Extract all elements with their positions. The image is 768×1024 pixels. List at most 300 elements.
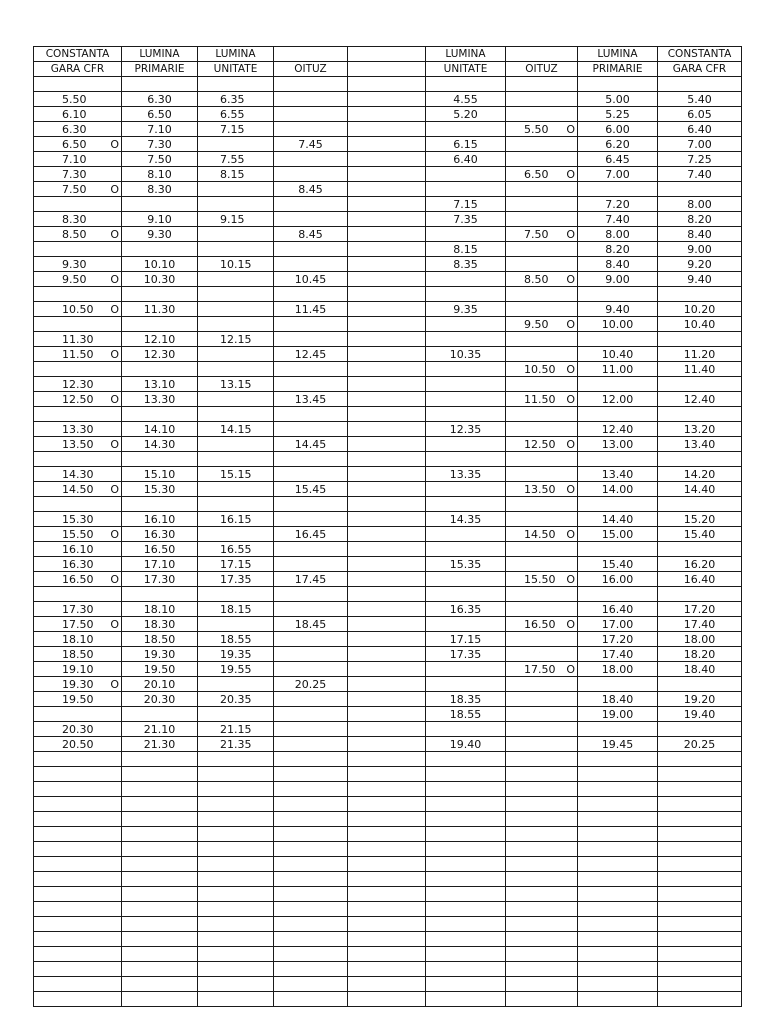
time-cell: 15.30 [34,512,122,527]
time-cell [426,437,506,452]
time-cell [198,782,274,797]
time-cell [506,557,578,572]
time-value: 7.50 [62,182,87,196]
time-cell [34,482,122,497]
time-cell: 7.40 [578,212,658,227]
time-cell [274,362,348,377]
time-cell [426,617,506,632]
header-col-2: LUMINA [198,47,274,62]
time-cell: 15.20 [658,512,742,527]
time-cell [658,782,742,797]
time-cell: 19.40 [658,707,742,722]
time-cell: 6.30 [122,92,198,107]
time-cell [506,122,578,137]
time-cell [506,257,578,272]
time-cell [34,767,122,782]
time-cell [198,977,274,992]
time-cell: 18.50 [122,632,198,647]
table-row [34,392,742,407]
time-value: 13.50 [524,482,556,496]
time-cell [34,707,122,722]
table-row [34,752,742,767]
header-col-1: LUMINA [122,47,198,62]
time-value: 11.50 [62,347,94,361]
time-cell [348,752,426,767]
time-cell [274,512,348,527]
circle-marker: O [566,527,575,541]
time-cell [348,122,426,137]
header-col-0: CONSTANTA [34,47,122,62]
time-cell: 13.30 [122,392,198,407]
time-cell [34,587,122,602]
time-cell [122,287,198,302]
time-cell [348,722,426,737]
time-cell [34,782,122,797]
time-cell [34,887,122,902]
time-cell [274,962,348,977]
table-row [34,212,742,227]
time-cell [426,587,506,602]
time-cell [426,497,506,512]
circle-marker: O [566,482,575,496]
time-cell [578,827,658,842]
time-cell [274,647,348,662]
time-cell: 14.15 [198,422,274,437]
time-cell [274,707,348,722]
time-cell [198,587,274,602]
time-cell [34,962,122,977]
time-cell [506,872,578,887]
time-cell: 11.45 [274,302,348,317]
time-cell: 18.55 [426,707,506,722]
time-cell: 13.35 [426,467,506,482]
time-cell: 6.55 [198,107,274,122]
time-cell: 12.30 [122,347,198,362]
time-cell [506,602,578,617]
time-cell [426,542,506,557]
time-cell [578,797,658,812]
time-cell [348,497,426,512]
time-cell [426,947,506,962]
table-row [34,662,742,677]
circle-marker: O [110,527,119,541]
time-cell: 6.40 [426,152,506,167]
table-row [34,737,742,752]
circle-marker: O [110,392,119,406]
time-cell [122,962,198,977]
time-cell: 20.30 [34,722,122,737]
time-cell [348,827,426,842]
time-cell [198,497,274,512]
time-cell: 14.40 [578,512,658,527]
time-cell [426,902,506,917]
time-cell [658,407,742,422]
time-cell: 19.00 [578,707,658,722]
time-cell [506,587,578,602]
time-cell [34,407,122,422]
time-cell [122,947,198,962]
time-cell [578,842,658,857]
time-cell: 8.15 [426,242,506,257]
time-cell [348,287,426,302]
time-cell [506,857,578,872]
time-cell: 16.15 [198,512,274,527]
time-cell: 16.10 [122,512,198,527]
circle-marker: O [110,272,119,286]
time-cell [426,962,506,977]
time-cell [198,842,274,857]
time-cell: 20.50 [34,737,122,752]
time-cell [578,182,658,197]
time-value: 19.30 [62,677,94,691]
table-row [34,497,742,512]
time-cell [274,452,348,467]
time-cell [34,302,122,317]
time-cell [578,962,658,977]
circle-marker: O [566,272,575,286]
time-cell [34,812,122,827]
time-cell [198,917,274,932]
table-row [34,77,742,92]
time-cell [658,932,742,947]
table-row [34,812,742,827]
time-cell [578,752,658,767]
time-cell: 8.00 [658,197,742,212]
time-cell: 7.10 [34,152,122,167]
time-cell [34,77,122,92]
time-cell [198,407,274,422]
time-cell [348,812,426,827]
time-cell [274,782,348,797]
time-cell [198,812,274,827]
time-cell: 8.00 [578,227,658,242]
time-cell: 9.40 [658,272,742,287]
table-row [34,572,742,587]
time-cell: 14.20 [658,467,742,482]
time-cell [506,752,578,767]
time-value: 17.50 [62,617,94,631]
circle-marker: O [566,662,575,676]
time-cell [274,842,348,857]
time-cell [34,362,122,377]
time-cell: 6.30 [34,122,122,137]
time-cell [426,122,506,137]
time-cell [578,677,658,692]
time-cell [578,812,658,827]
time-cell [658,797,742,812]
time-cell [274,542,348,557]
time-cell: 16.45 [274,527,348,542]
time-cell [506,317,578,332]
time-cell [274,122,348,137]
time-cell [348,512,426,527]
circle-marker: O [566,227,575,241]
time-value: 16.50 [62,572,94,586]
table-row [34,92,742,107]
time-cell [348,947,426,962]
time-cell [34,182,122,197]
time-cell [348,152,426,167]
time-cell [198,77,274,92]
time-cell: 16.30 [34,557,122,572]
time-cell [506,482,578,497]
time-cell [348,857,426,872]
time-cell [274,197,348,212]
time-cell [274,767,348,782]
time-cell [658,677,742,692]
time-cell [658,287,742,302]
time-cell [348,482,426,497]
time-cell [506,182,578,197]
time-cell [426,527,506,542]
time-cell: 6.00 [578,122,658,137]
time-cell [348,887,426,902]
time-cell [506,467,578,482]
time-cell [348,197,426,212]
circle-marker: O [566,572,575,586]
time-cell [348,932,426,947]
time-cell [426,722,506,737]
time-cell [34,917,122,932]
header-col-8: GARA CFR [658,62,742,77]
time-cell [658,917,742,932]
time-cell [506,377,578,392]
time-cell [274,662,348,677]
header-col-2: UNITATE [198,62,274,77]
time-cell: 18.00 [578,662,658,677]
time-cell: 11.30 [34,332,122,347]
time-cell: 14.35 [426,512,506,527]
table-row [34,842,742,857]
time-cell [34,752,122,767]
time-cell [658,857,742,872]
time-cell [198,182,274,197]
time-cell: 6.15 [426,137,506,152]
time-cell: 21.35 [198,737,274,752]
time-cell [198,962,274,977]
time-cell: 16.00 [578,572,658,587]
time-cell: 12.15 [198,332,274,347]
time-cell [348,677,426,692]
time-cell [274,737,348,752]
time-cell [506,242,578,257]
table-row [34,317,742,332]
time-cell: 12.10 [122,332,198,347]
time-cell: 17.45 [274,572,348,587]
time-cell [122,887,198,902]
time-cell [348,362,426,377]
time-cell [578,377,658,392]
time-cell [122,497,198,512]
header-row-1 [34,47,742,62]
time-cell [274,992,348,1007]
circle-marker: O [110,437,119,451]
time-cell [348,167,426,182]
time-cell [578,857,658,872]
time-cell [658,497,742,512]
time-cell [506,197,578,212]
time-cell [198,947,274,962]
header-col-7: PRIMARIE [578,62,658,77]
time-cell: 18.00 [658,632,742,647]
time-cell [506,347,578,362]
time-cell: 15.40 [658,527,742,542]
time-cell [348,662,426,677]
time-value: 5.50 [524,122,549,136]
time-cell [348,527,426,542]
time-cell [506,842,578,857]
time-cell [274,602,348,617]
time-cell [578,917,658,932]
time-cell: 17.20 [578,632,658,647]
time-cell [506,887,578,902]
time-cell: 7.10 [122,122,198,137]
time-cell [578,767,658,782]
time-cell [34,677,122,692]
time-value: 9.50 [62,272,87,286]
time-cell [348,227,426,242]
time-cell [578,407,658,422]
table-row [34,872,742,887]
time-cell [658,962,742,977]
time-cell: 16.55 [198,542,274,557]
time-cell: 18.40 [658,662,742,677]
time-cell [34,857,122,872]
time-cell [578,287,658,302]
time-cell [426,767,506,782]
time-cell [426,812,506,827]
time-cell: 18.20 [658,647,742,662]
time-cell: 13.40 [578,467,658,482]
header-col-8: CONSTANTA [658,47,742,62]
time-cell [348,467,426,482]
table-row [34,542,742,557]
table-row [34,182,742,197]
time-cell [426,887,506,902]
table-row [34,827,742,842]
time-cell [274,932,348,947]
time-cell: 6.40 [658,122,742,137]
time-value: 6.50 [62,137,87,151]
time-cell [348,572,426,587]
header-col-3: OITUZ [274,62,348,77]
time-cell [348,392,426,407]
time-cell: 9.30 [34,257,122,272]
time-cell [348,842,426,857]
time-cell [658,377,742,392]
time-cell [348,407,426,422]
time-cell [198,452,274,467]
time-cell [348,617,426,632]
time-cell [506,137,578,152]
time-cell [426,977,506,992]
table-row [34,782,742,797]
time-cell [348,77,426,92]
table-row [34,167,742,182]
table-row [34,767,742,782]
time-cell [198,617,274,632]
time-cell [34,347,122,362]
time-cell [198,197,274,212]
time-cell: 17.35 [426,647,506,662]
time-cell: 9.00 [578,272,658,287]
time-cell [198,887,274,902]
time-cell: 15.30 [122,482,198,497]
time-cell [506,437,578,452]
time-cell [348,347,426,362]
time-cell [658,332,742,347]
time-cell [274,107,348,122]
time-cell [122,707,198,722]
time-cell [506,302,578,317]
time-cell [348,962,426,977]
table-row [34,467,742,482]
table-row [34,962,742,977]
time-cell [348,587,426,602]
time-cell [658,887,742,902]
header-col-5: UNITATE [426,62,506,77]
time-cell [506,917,578,932]
time-cell [198,347,274,362]
time-cell: 6.50 [122,107,198,122]
table-row [34,452,742,467]
time-cell: 10.45 [274,272,348,287]
time-cell: 17.10 [122,557,198,572]
time-cell [578,932,658,947]
time-cell [426,227,506,242]
header-col-1: PRIMARIE [122,62,198,77]
table-row [34,692,742,707]
time-cell: 19.35 [198,647,274,662]
time-cell: 19.20 [658,692,742,707]
time-cell [122,407,198,422]
time-cell: 10.00 [578,317,658,332]
time-cell [274,722,348,737]
time-cell [348,212,426,227]
time-cell [274,692,348,707]
time-value: 7.50 [524,227,549,241]
time-cell [34,227,122,242]
time-cell [122,842,198,857]
time-cell [578,452,658,467]
time-cell [198,902,274,917]
time-cell [348,692,426,707]
time-value: 8.50 [62,227,87,241]
time-value: 8.50 [524,272,549,286]
time-cell [274,902,348,917]
time-cell [198,527,274,542]
time-cell [34,617,122,632]
time-cell: 7.25 [658,152,742,167]
time-cell: 10.20 [658,302,742,317]
header-col-6 [506,47,578,62]
time-cell: 13.10 [122,377,198,392]
time-cell: 5.00 [578,92,658,107]
time-cell: 12.30 [34,377,122,392]
time-cell [348,917,426,932]
time-cell [658,722,742,737]
time-cell [122,587,198,602]
time-cell: 6.05 [658,107,742,122]
table-row [34,722,742,737]
table-row [34,557,742,572]
time-cell: 6.20 [578,137,658,152]
time-cell [506,647,578,662]
time-cell [34,287,122,302]
time-cell [426,167,506,182]
time-cell [34,317,122,332]
time-cell [274,827,348,842]
